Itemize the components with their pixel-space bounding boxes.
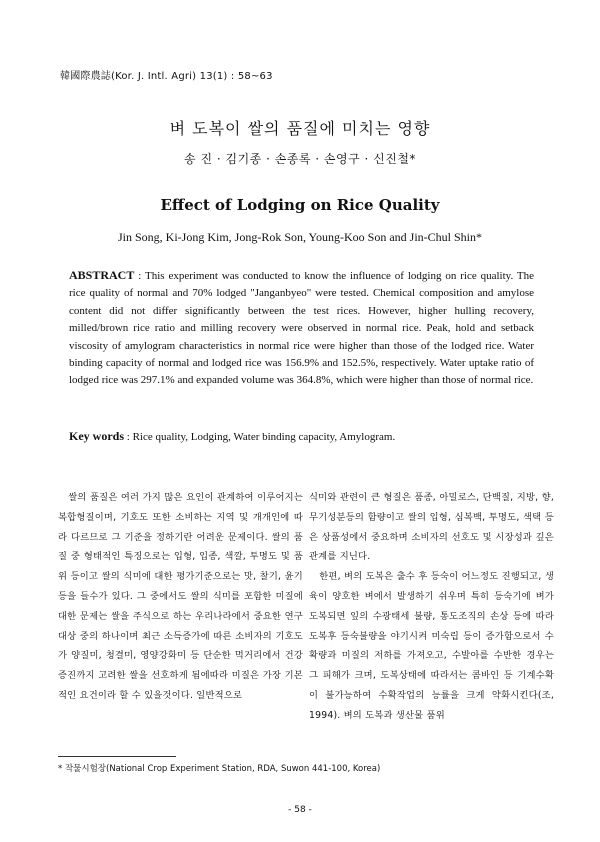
page-number: - 58 - <box>288 805 312 815</box>
body-paragraph: 쌀의 품질은 여러 가지 많은 요인이 관계하여 이루어지는 복합형질이며, 기호도 또한 소비하는 지역 및 개개인에 따라 다르므로 그 기준을 정하기란 어려운 문제이다. 쌀의 품질 중 형태적인 특징으로는 입형, 입종, 색깔, 투명도 및 품위 등이고 쌀의 식미에 대한 평가기준으로는 맛, 찰기, 윤기 등을 들수가 있다. 그 중에서도 쌀의 식미를 포함한 미질에 대한 문제는 쌀을 주식으로 하는 우리나라에서 중요한 연구대상 중의 하나이며 최근 소득증가에 따른 소비자의 기호도가 양질미, 청결미, 영양강화미 등 단순한 먹거리에서 건강증진까지 고려한 쌀을 선호하게 됨에따라 미질은 가장 기본적인 요건이라 할 수 있을것이다. 일반적으로 <box>58 492 303 701</box>
abstract <box>69 267 534 390</box>
body-paragraph: 식미와 관련이 큰 형질은 품종, 아밀로스, 단백질, 지방, 향, 무기성분등의 함량이고 쌀의 입형, 심복백, 투명도, 색택 등은 상품성에서 중요하며 소비자의 선호도 및 시장성과 깊은 관계를 지닌다. <box>309 492 554 563</box>
abstract-text: This experiment was conducted to know the influence of lodging on rice quality. The rice quality of normal and 70% lodged "Janganbyeo" were tested. Chemical composition and amylose content did not differ significantly between the test rices. However, higher hulling recovery, milled/brown rice ratio and milling recovery were observed in normal rice. Peak, hold and setback viscosity of amylogram characteristics in normal rice were higher than those of the lodged rice. Water binding capacity of normal and lodged rice was 156.9% and 152.5%, respectively. Water uptake ratio of lodged rice was 297.1% and expanded volume was 364.8%, which were higher than those of normal rice. <box>69 270 534 387</box>
body-right-column <box>309 488 554 726</box>
body-paragraph: 한편, 벼의 도복은 출수 후 등숙이 어느정도 진행되고, 생육이 양호한 벼에서 발생하기 쉬우며 특히 등숙기에 벼가 도복되면 잎의 수광태세 불량, 통도조직의 손상 등에 따라 도복후 등숙불량을 야기시켜 미숙립 등이 증가함으로서 수확량과 미질의 저하를 가져오고, 수발아를 수반한 경우는 그 피해가 크며, 도복상태에 따라서는 콤바인 등 기계수확이 불가능하여 수확작업의 능률을 크게 약화시킨다(조, 1994). 벼의 도복과 생산물 품위 <box>309 571 554 721</box>
abstract-label: ABSTRACT <box>69 268 135 282</box>
journal-citation: 韓國際農誌(Kor. J. Intl. Agri) 13(1) : 58~63 <box>60 71 273 82</box>
english-title: Effect of Lodging on Rice Quality <box>160 196 440 214</box>
abstract-separator: : <box>134 270 145 282</box>
english-authors: Jin Song, Ki-Jong Kim, Jong-Rok Son, Young-Koo Son and Jin-Chul Shin* <box>117 230 483 244</box>
keywords-label: Key words <box>69 429 124 443</box>
korean-authors: 송 진 · 김기종 · 손종록 · 손영구 · 신진철* <box>184 152 416 166</box>
footnote-divider <box>58 756 176 757</box>
keywords <box>69 429 534 444</box>
footnote: * 작물시험장(National Crop Experiment Station, RDA, Suwon 441-100, Korea) <box>58 764 381 774</box>
keywords-separator: : <box>124 431 133 443</box>
keywords-text: Rice quality, Lodging, Water binding capacity, Amylogram. <box>132 431 396 443</box>
korean-title: 벼 도복이 쌀의 품질에 미치는 영향 <box>169 119 431 138</box>
body-left-column <box>58 488 303 706</box>
